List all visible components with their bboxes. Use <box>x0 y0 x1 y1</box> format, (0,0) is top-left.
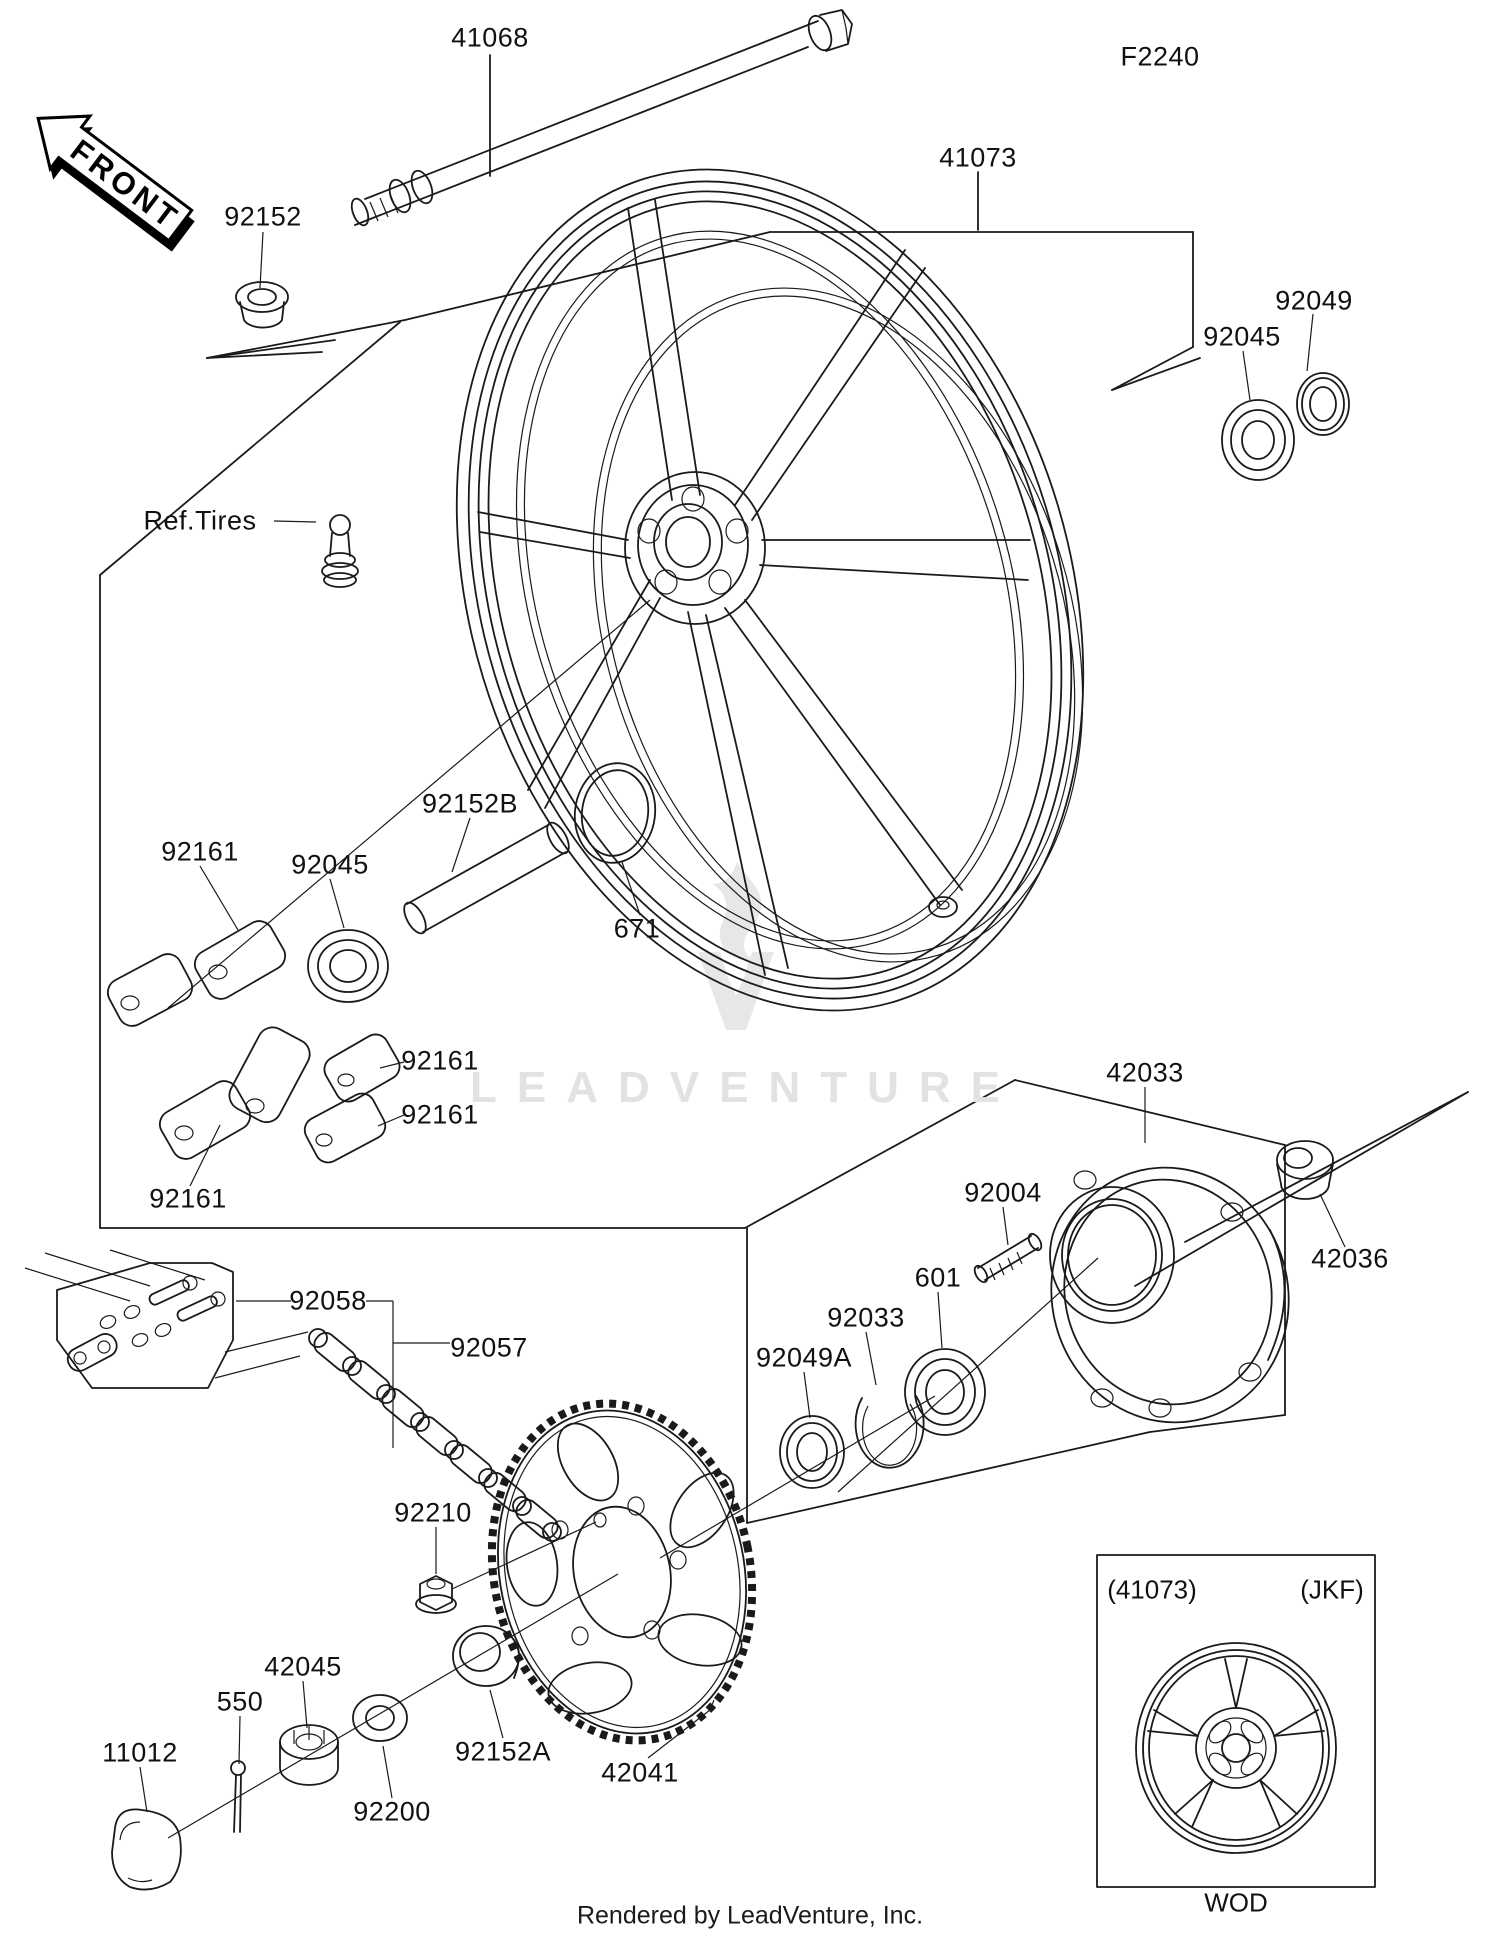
seal-92049 <box>1297 373 1349 435</box>
part-label-92045-top: 92045 <box>1203 321 1281 352</box>
part-label-92161-3: 92161 <box>401 1099 479 1130</box>
part-label-42033: 42033 <box>1106 1057 1184 1088</box>
stud-92004 <box>972 1232 1044 1285</box>
cap-11012 <box>112 1809 181 1889</box>
axle-41068 <box>348 10 852 228</box>
sleeve-92152B <box>400 819 573 936</box>
part-label-92161-1: 92161 <box>161 836 239 867</box>
nut-92210 <box>416 1576 456 1613</box>
part-label-92049: 92049 <box>1275 285 1353 316</box>
part-label-11012: 11012 <box>102 1737 178 1768</box>
bearing-601 <box>905 1349 985 1435</box>
front-arrow-label: FRONT <box>64 132 187 237</box>
bearing-92045-top <box>1222 400 1294 480</box>
tire-valve <box>274 515 358 587</box>
figure-code: F2240 <box>1120 41 1200 72</box>
part-label-92200: 92200 <box>353 1796 431 1827</box>
bearing-92045-left <box>308 930 388 1002</box>
footer-credit: Rendered by LeadVenture, Inc. <box>576 1901 924 1930</box>
inset-wheel-code: WOD <box>1204 1887 1268 1918</box>
part-label-42045: 42045 <box>264 1651 342 1682</box>
part-label-41068: 41068 <box>451 22 529 53</box>
front-arrow <box>14 92 207 263</box>
circlip-92033 <box>856 1396 924 1468</box>
washer-92200 <box>353 1695 407 1741</box>
part-label-92045-left: 92045 <box>291 849 369 880</box>
seal-92049A <box>780 1416 844 1488</box>
part-label-601: 601 <box>914 1262 962 1293</box>
part-label-42036: 42036 <box>1311 1243 1389 1274</box>
spacer-92152A <box>453 1626 519 1686</box>
part-label-92057: 92057 <box>450 1332 528 1363</box>
wheel-41073 <box>357 91 1182 1089</box>
part-label-92152B: 92152B <box>421 788 519 819</box>
sprocket-42041 <box>461 1379 782 1765</box>
ref-tires-label: Ref.Tires <box>143 505 257 536</box>
part-label-92210: 92210 <box>394 1497 472 1528</box>
part-label-92049A: 92049A <box>755 1342 853 1373</box>
inset-color-code: (JKF) <box>1300 1574 1364 1605</box>
part-label-671: 671 <box>613 913 661 944</box>
part-label-92161-4: 92161 <box>149 1183 227 1214</box>
inset-part-number: (41073) <box>1107 1574 1197 1605</box>
coupling-42033 <box>1023 1141 1317 1449</box>
part-label-92004: 92004 <box>964 1177 1042 1208</box>
part-label-92033: 92033 <box>827 1302 905 1333</box>
part-label-92161-2: 92161 <box>401 1045 479 1076</box>
part-label-92152A: 92152A <box>454 1736 552 1767</box>
watermark-logo <box>698 862 774 1030</box>
part-label-42041: 42041 <box>601 1757 679 1788</box>
part-label-92152: 92152 <box>224 201 302 232</box>
part-label-41073: 41073 <box>939 142 1017 173</box>
part-label-550: 550 <box>216 1686 264 1717</box>
watermark-text: LEADVENTURE <box>469 1063 1021 1112</box>
collar-92152 <box>236 282 288 328</box>
part-label-92058: 92058 <box>289 1285 367 1316</box>
